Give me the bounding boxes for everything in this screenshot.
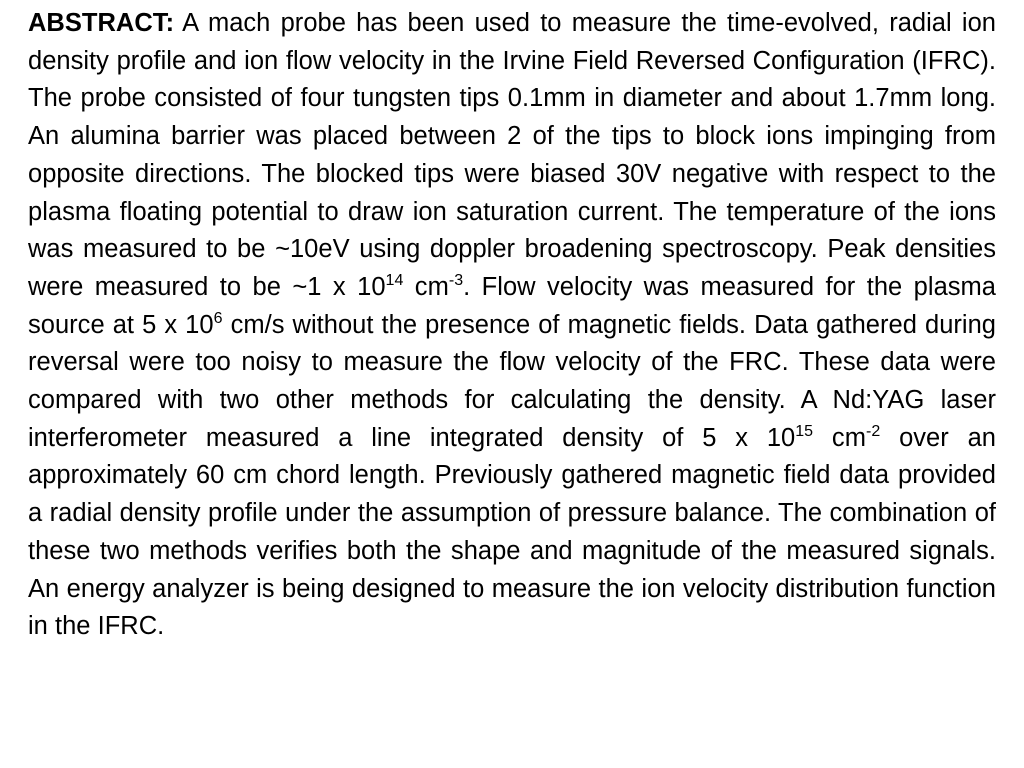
abstract-paragraph <box>28 5 996 646</box>
exponent-neg3: -3 <box>448 271 464 289</box>
abstract-heading: ABSTRACT: <box>28 9 175 37</box>
exponent-14: 14 <box>385 271 404 289</box>
abstract-text-6: over an approximately 60 cm chord length. Previously gathered magnetic field data provided a radial density profile under the assumption of pressure balance. The combination of these two methods verifies both the shape and magnitude of the measured signals. An energy analyzer is being designed to measure the ion velocity distribution function in the IFRC. <box>28 423 996 641</box>
exponent-6: 6 <box>213 309 223 327</box>
abstract-text-5: cm <box>813 423 866 452</box>
abstract-text-4: cm/s without the presence of magnetic fields. Data gathered during reversal were too noisy to measure the flow velocity of the FRC. These data were compared with two other methods for calculating the density. A Nd:YAG laser interferometer measured a line integrated density of 5 x 10 <box>28 310 996 452</box>
abstract-text-1: A mach probe has been used to measure the time-evolved, radial ion density profile and ion flow velocity in the Irvine Field Reversed Configuration (IFRC). The probe consisted of four tungsten tips 0.1mm in diameter and about 1.7mm long. An alumina barrier was placed between 2 of the tips to block ions impinging from opposite directions. The blocked tips were biased 30V negative with respect to the plasma floating potential to draw ion saturation current. The temperature of the ions was measured to be ~10eV using doppler broadening spectroscopy. Peak densities were measured to be ~1 x 10 <box>28 9 996 301</box>
abstract-text-2: cm <box>403 272 449 301</box>
exponent-neg2: -2 <box>865 422 881 440</box>
abstract-text-3: . Flow velocity was measured for the plasma source at 5 x 10 <box>28 272 996 339</box>
exponent-15: 15 <box>795 422 814 440</box>
